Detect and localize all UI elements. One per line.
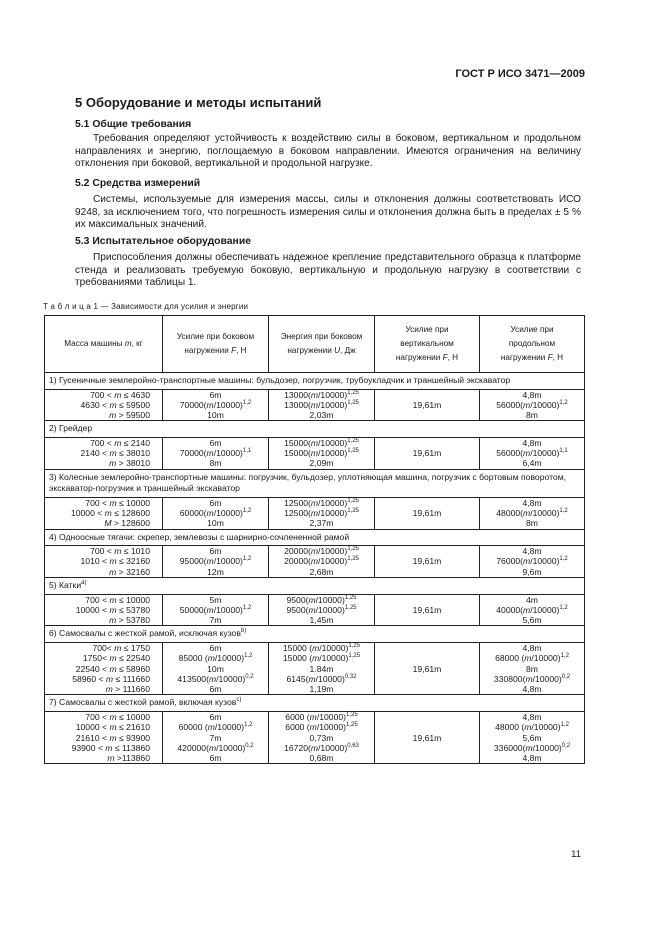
cell-line: 19,61m xyxy=(412,508,442,519)
longitudinal-force-cell xyxy=(480,711,585,763)
mass-cell xyxy=(45,437,163,469)
lateral-force-cell xyxy=(163,594,269,626)
cell-line: 1010 < m ≤ 32160 xyxy=(80,556,150,567)
table-group-heading-row xyxy=(45,469,585,497)
cell-line: m > 32160 xyxy=(109,566,150,577)
longitudinal-force-cell xyxy=(480,642,585,694)
cell-line: 8m xyxy=(526,663,538,674)
cell-line: 5,6m xyxy=(522,615,542,626)
cell-line: 4,8m xyxy=(522,497,542,508)
cell-line: 700 < m ≤ 10000 xyxy=(85,497,150,508)
mass-cell xyxy=(45,594,163,626)
energy-cell xyxy=(269,437,375,469)
standard-designation: ГОСТ Р ИСО 3471—2009 xyxy=(455,68,585,80)
cell-line: 5m xyxy=(209,594,222,605)
cell-line: m > 38010 xyxy=(109,458,150,469)
cell-line: 1,45m xyxy=(309,615,334,626)
section-title: 5 Оборудование и методы испытаний xyxy=(75,95,322,110)
longitudinal-force-cell xyxy=(480,594,585,626)
cell-line: $413500(m/10000)^{0,2}$ xyxy=(177,673,254,684)
cell-line: 21610 < m ≤ 93900 xyxy=(75,732,150,743)
cell-line: 22540 < m ≤ 58960 xyxy=(75,663,150,674)
subsection-5-1-body: Требования определяют устойчивость к воздействию силы в боковом, вертикальном и продольном направлениях и энергию, поглощаемую в боковом направлении. Имеются ограничения на величину отклонения при боковой, вертикальной и продольной нагрузке. xyxy=(75,133,581,170)
cell-line: m >113860 xyxy=(107,753,150,764)
cell-line: $70000(m/10000)^{1,1}$ xyxy=(179,448,252,459)
subsection-5-1-text xyxy=(75,133,581,171)
cell-line: 4630 < m ≤ 59500 xyxy=(80,399,150,410)
mass-cell xyxy=(45,642,163,694)
cell-line: $336000(m/10000)^{0,2}$ xyxy=(493,742,571,753)
cell-line: 8m xyxy=(209,458,222,469)
cell-line: 4,8m xyxy=(522,684,542,695)
cell-line: $76000(m/10000)^{1,2}$ xyxy=(496,556,568,567)
cell-line: $56000(m/10000)^{1,2}$ xyxy=(496,399,568,410)
cell-line: 10m xyxy=(207,410,224,421)
cell-line: 2140 < m ≤ 38010 xyxy=(80,448,150,459)
cell-line: 19,61m xyxy=(412,448,442,459)
energy-cell xyxy=(269,642,375,694)
cell-line: m > 53780 xyxy=(109,615,150,626)
cell-line: 6m xyxy=(209,684,222,695)
cell-line: 19,61m xyxy=(412,556,442,567)
cell-line: M > 128600 xyxy=(104,518,150,529)
vertical-force-cell xyxy=(375,437,480,469)
vertical-force-cell xyxy=(375,594,480,626)
cell-line: 2,68m xyxy=(309,566,334,577)
cell-line: 6m xyxy=(209,711,222,722)
cell-line: $13000(m/10000)^{1,25}$ xyxy=(284,389,359,400)
cell-line: 0,73m xyxy=(309,732,334,743)
cell-line: $9500(m/10000)^{1,25}$ xyxy=(286,594,357,605)
subsection-5-3-body: Приспособления должны обеспечивать надежное крепление представительного образца к платформе стенда и реализовать требуемую боковую, вертикальную и продольную нагрузку в соответствии с требованиями таблицы 1. xyxy=(75,252,581,289)
energy-cell xyxy=(269,497,375,529)
vertical-force-cell xyxy=(375,546,480,578)
vertical-force-cell xyxy=(375,389,480,421)
group-title: 5) Катки$^{a)}$ xyxy=(45,578,585,595)
vertical-force-cell xyxy=(375,642,480,694)
cell-line: 60000 $(m/10000)^{1,2}$ xyxy=(178,722,253,733)
cell-line: 1.84m xyxy=(309,663,334,674)
energy-cell xyxy=(269,711,375,763)
cell-line: 6m xyxy=(209,546,222,557)
vertical-force-cell xyxy=(375,497,480,529)
energy-cell xyxy=(269,546,375,578)
cell-line: 15000 $(m/10000)^{1,25}$ xyxy=(282,642,361,653)
cell-line: 700 < m ≤ 2140 xyxy=(90,437,150,448)
cell-line: 10000 < m ≤ 21610 xyxy=(75,722,150,733)
table-row xyxy=(45,437,585,469)
cell-line: m > 111660 xyxy=(105,684,150,695)
table-group-heading-row xyxy=(45,695,585,712)
cell-line: 700 < m ≤ 10000 xyxy=(85,594,150,605)
cell-line: 4,8m xyxy=(522,642,542,653)
longitudinal-force-cell xyxy=(480,437,585,469)
header-lateral-force: Усилие при боковом нагружении F, Н xyxy=(163,316,269,373)
cell-line: 700 < m ≤ 1010 xyxy=(90,546,150,557)
cell-line: 6m xyxy=(209,642,222,653)
cell-line: $56000(m/10000)^{1,1}$ xyxy=(496,448,568,459)
cell-line: $13000(m/10000)^{1,25}$ xyxy=(284,399,359,410)
cell-line: 4,8m xyxy=(522,389,542,400)
cell-line: 6m xyxy=(209,497,222,508)
force-energy-table xyxy=(44,315,585,764)
cell-line: 0,68m xyxy=(309,753,334,764)
cell-line: 6,4m xyxy=(522,458,542,469)
cell-line: 10000 < m ≤ 53780 xyxy=(75,604,150,615)
mass-cell xyxy=(45,711,163,763)
mass-cell xyxy=(45,389,163,421)
cell-line: 4,8m xyxy=(522,546,542,557)
table-group-heading-row xyxy=(45,578,585,595)
table-row xyxy=(45,594,585,626)
lateral-force-cell xyxy=(163,546,269,578)
longitudinal-force-cell xyxy=(480,389,585,421)
vertical-force-cell xyxy=(375,711,480,763)
cell-line: $6145(m/10000)^{0,32}$ xyxy=(286,673,357,684)
cell-line: 2,37m xyxy=(309,518,334,529)
table-row xyxy=(45,389,585,421)
table-row xyxy=(45,497,585,529)
table-group-heading-row xyxy=(45,529,585,546)
cell-line: $40000(m/10000)^{1,2}$ xyxy=(496,604,568,615)
cell-line: 19,61m xyxy=(412,663,442,674)
cell-line: 8m xyxy=(526,410,538,421)
cell-line: 85000 $(m/10000)^{1,2}$ xyxy=(178,653,253,664)
cell-line: $9500(m/10000)^{1,25}$ xyxy=(286,604,357,615)
cell-line: 4m xyxy=(526,594,538,605)
cell-line: 700 < m ≤ 4630 xyxy=(90,389,150,400)
lateral-force-cell xyxy=(163,389,269,421)
cell-line: $15000(m/10000)^{1,25}$ xyxy=(284,437,359,448)
cell-line: 4,8m xyxy=(522,437,542,448)
group-title: 1) Гусеничные землеройно-транспортные машины: бульдозер, погрузчик, трубоукладчик и траншейный экскаватор xyxy=(45,373,585,390)
subsection-5-2-title: 5.2 Средства измерений xyxy=(75,178,201,189)
cell-line: m > 59500 xyxy=(109,410,150,421)
cell-line: 1,19m xyxy=(309,684,334,695)
group-title: 4) Одноосные тягачи: скрепер, землевозы с шарнирно-сочлененной рамой xyxy=(45,529,585,546)
table-group-heading-row xyxy=(45,421,585,438)
cell-line: 6000 $(m/10000)^{1,25}$ xyxy=(285,722,358,733)
cell-line: 6m xyxy=(209,437,222,448)
mass-cell xyxy=(45,497,163,529)
cell-line: 48000 $(m/10000)^{1,2}$ xyxy=(495,722,569,733)
group-title: 6) Самосвалы с жесткой рамой, исключая кузов$^{b)}$ xyxy=(45,626,585,643)
subsection-5-3-text xyxy=(75,252,581,290)
cell-line: 2,03m xyxy=(309,410,334,421)
cell-line: $20000(m/10000)^{1,25}$ xyxy=(284,556,359,567)
cell-line: 7m xyxy=(209,732,222,743)
lateral-force-cell xyxy=(163,437,269,469)
cell-line: $16720(m/10000)^{0,63}$ xyxy=(284,742,359,753)
cell-line: 58960 < m ≤ 111660 xyxy=(72,673,150,684)
cell-line: 4,8m xyxy=(522,753,542,764)
cell-line: $48000(m/10000)^{1,2}$ xyxy=(496,508,568,519)
cell-line: 12m xyxy=(207,566,224,577)
cell-line: 10m xyxy=(207,518,224,529)
cell-line: 700< m ≤ 1750 xyxy=(92,642,150,653)
cell-line: 6m xyxy=(209,753,222,764)
longitudinal-force-cell xyxy=(480,546,585,578)
header-longitudinal-force: Усилие при продольном нагружении F, Н xyxy=(480,316,585,373)
subsection-5-3-title: 5.3 Испытательное оборудование xyxy=(75,236,251,247)
cell-line: 8m xyxy=(526,518,538,529)
cell-line: 19,61m xyxy=(412,399,442,410)
table-row xyxy=(45,711,585,763)
table-header-row xyxy=(45,316,585,373)
cell-line: $12500(m/10000)^{1,25}$ xyxy=(284,508,359,519)
table-group-heading-row xyxy=(45,373,585,390)
lateral-force-cell xyxy=(163,497,269,529)
cell-line: 6000 $(m/10000)^{1,25}$ xyxy=(285,711,358,722)
subsection-5-2-text xyxy=(75,194,581,232)
table-row xyxy=(45,546,585,578)
page-number: 11 xyxy=(571,849,581,860)
table-group-heading-row xyxy=(45,626,585,643)
energy-cell xyxy=(269,594,375,626)
cell-line: $330800(m/10000)^{0,2}$ xyxy=(493,673,571,684)
cell-line: 19,61m xyxy=(412,604,442,615)
header-mass: Масса машины m, кг xyxy=(45,316,163,373)
group-title: 3) Колесные землеройно-транспортные машины: погрузчик, бульдозер, уплотняющая машина, погрузчик с бортовым поворотом, экскаватор-погрузчик и траншейный экскаватор xyxy=(45,469,585,497)
cell-line: 9,6m xyxy=(522,566,542,577)
header-energy: Энергия при боковом нагружении U, Дж xyxy=(269,316,375,373)
longitudinal-force-cell xyxy=(480,497,585,529)
cell-line: 5,6m xyxy=(522,732,542,743)
group-title: 7) Самосвалы с жесткой рамой, включая кузов$^{c)}$ xyxy=(45,695,585,712)
cell-line: 2,09m xyxy=(309,458,334,469)
table-row xyxy=(45,642,585,694)
lateral-force-cell xyxy=(163,711,269,763)
subsection-5-1-title: 5.1 Общие требования xyxy=(75,119,192,130)
cell-line: $12500(m/10000)^{1,25}$ xyxy=(284,497,359,508)
cell-line: 700 < m ≤ 10000 xyxy=(85,711,150,722)
cell-line: 19,61m xyxy=(412,732,442,743)
subsection-5-2-body: Системы, используемые для измерения массы, силы и отклонения должны соответствовать ИСО 9248, за исключением того, что погрешность измерения силы и отклонения должна быть в пределах ± 5 % их максимальных значений. xyxy=(75,194,581,231)
lateral-force-cell xyxy=(163,642,269,694)
cell-line: 4,8m xyxy=(522,711,542,722)
cell-line: 6m xyxy=(209,389,222,400)
cell-line: $50000(m/10000)^{1,2}$ xyxy=(179,604,252,615)
cell-line: $15000(m/10000)^{1,25}$ xyxy=(284,448,359,459)
cell-line: $20000(m/10000)^{1,25}$ xyxy=(284,546,359,557)
cell-line: $95000(m/10000)^{1,2}$ xyxy=(179,556,252,567)
group-title: 2) Грейдер xyxy=(45,421,585,438)
energy-cell xyxy=(269,389,375,421)
cell-line: 1750< m ≤ 22540 xyxy=(82,653,150,664)
mass-cell xyxy=(45,546,163,578)
cell-line: 10m xyxy=(207,663,224,674)
cell-line: $60000(m/10000)^{1,2}$ xyxy=(179,508,252,519)
cell-line: 15000 $(m/10000)^{1,25}$ xyxy=(282,653,361,664)
cell-line: 10000 < m ≤ 128600 xyxy=(70,508,150,519)
cell-line: 7m xyxy=(209,615,222,626)
cell-line: 68000 $(m/10000)^{1,2}$ xyxy=(495,653,569,664)
cell-line: $420000(m/10000)^{0,2}$ xyxy=(177,742,254,753)
cell-line: 93900 < m ≤ 113860 xyxy=(71,742,150,753)
header-vertical-force: Усилие при вертикальном нагружении F, Н xyxy=(375,316,480,373)
table-caption: Т а б л и ц а 1 — Зависимости для усилия и энергии xyxy=(43,302,249,311)
cell-line: $70000(m/10000)^{1,2}$ xyxy=(179,399,252,410)
